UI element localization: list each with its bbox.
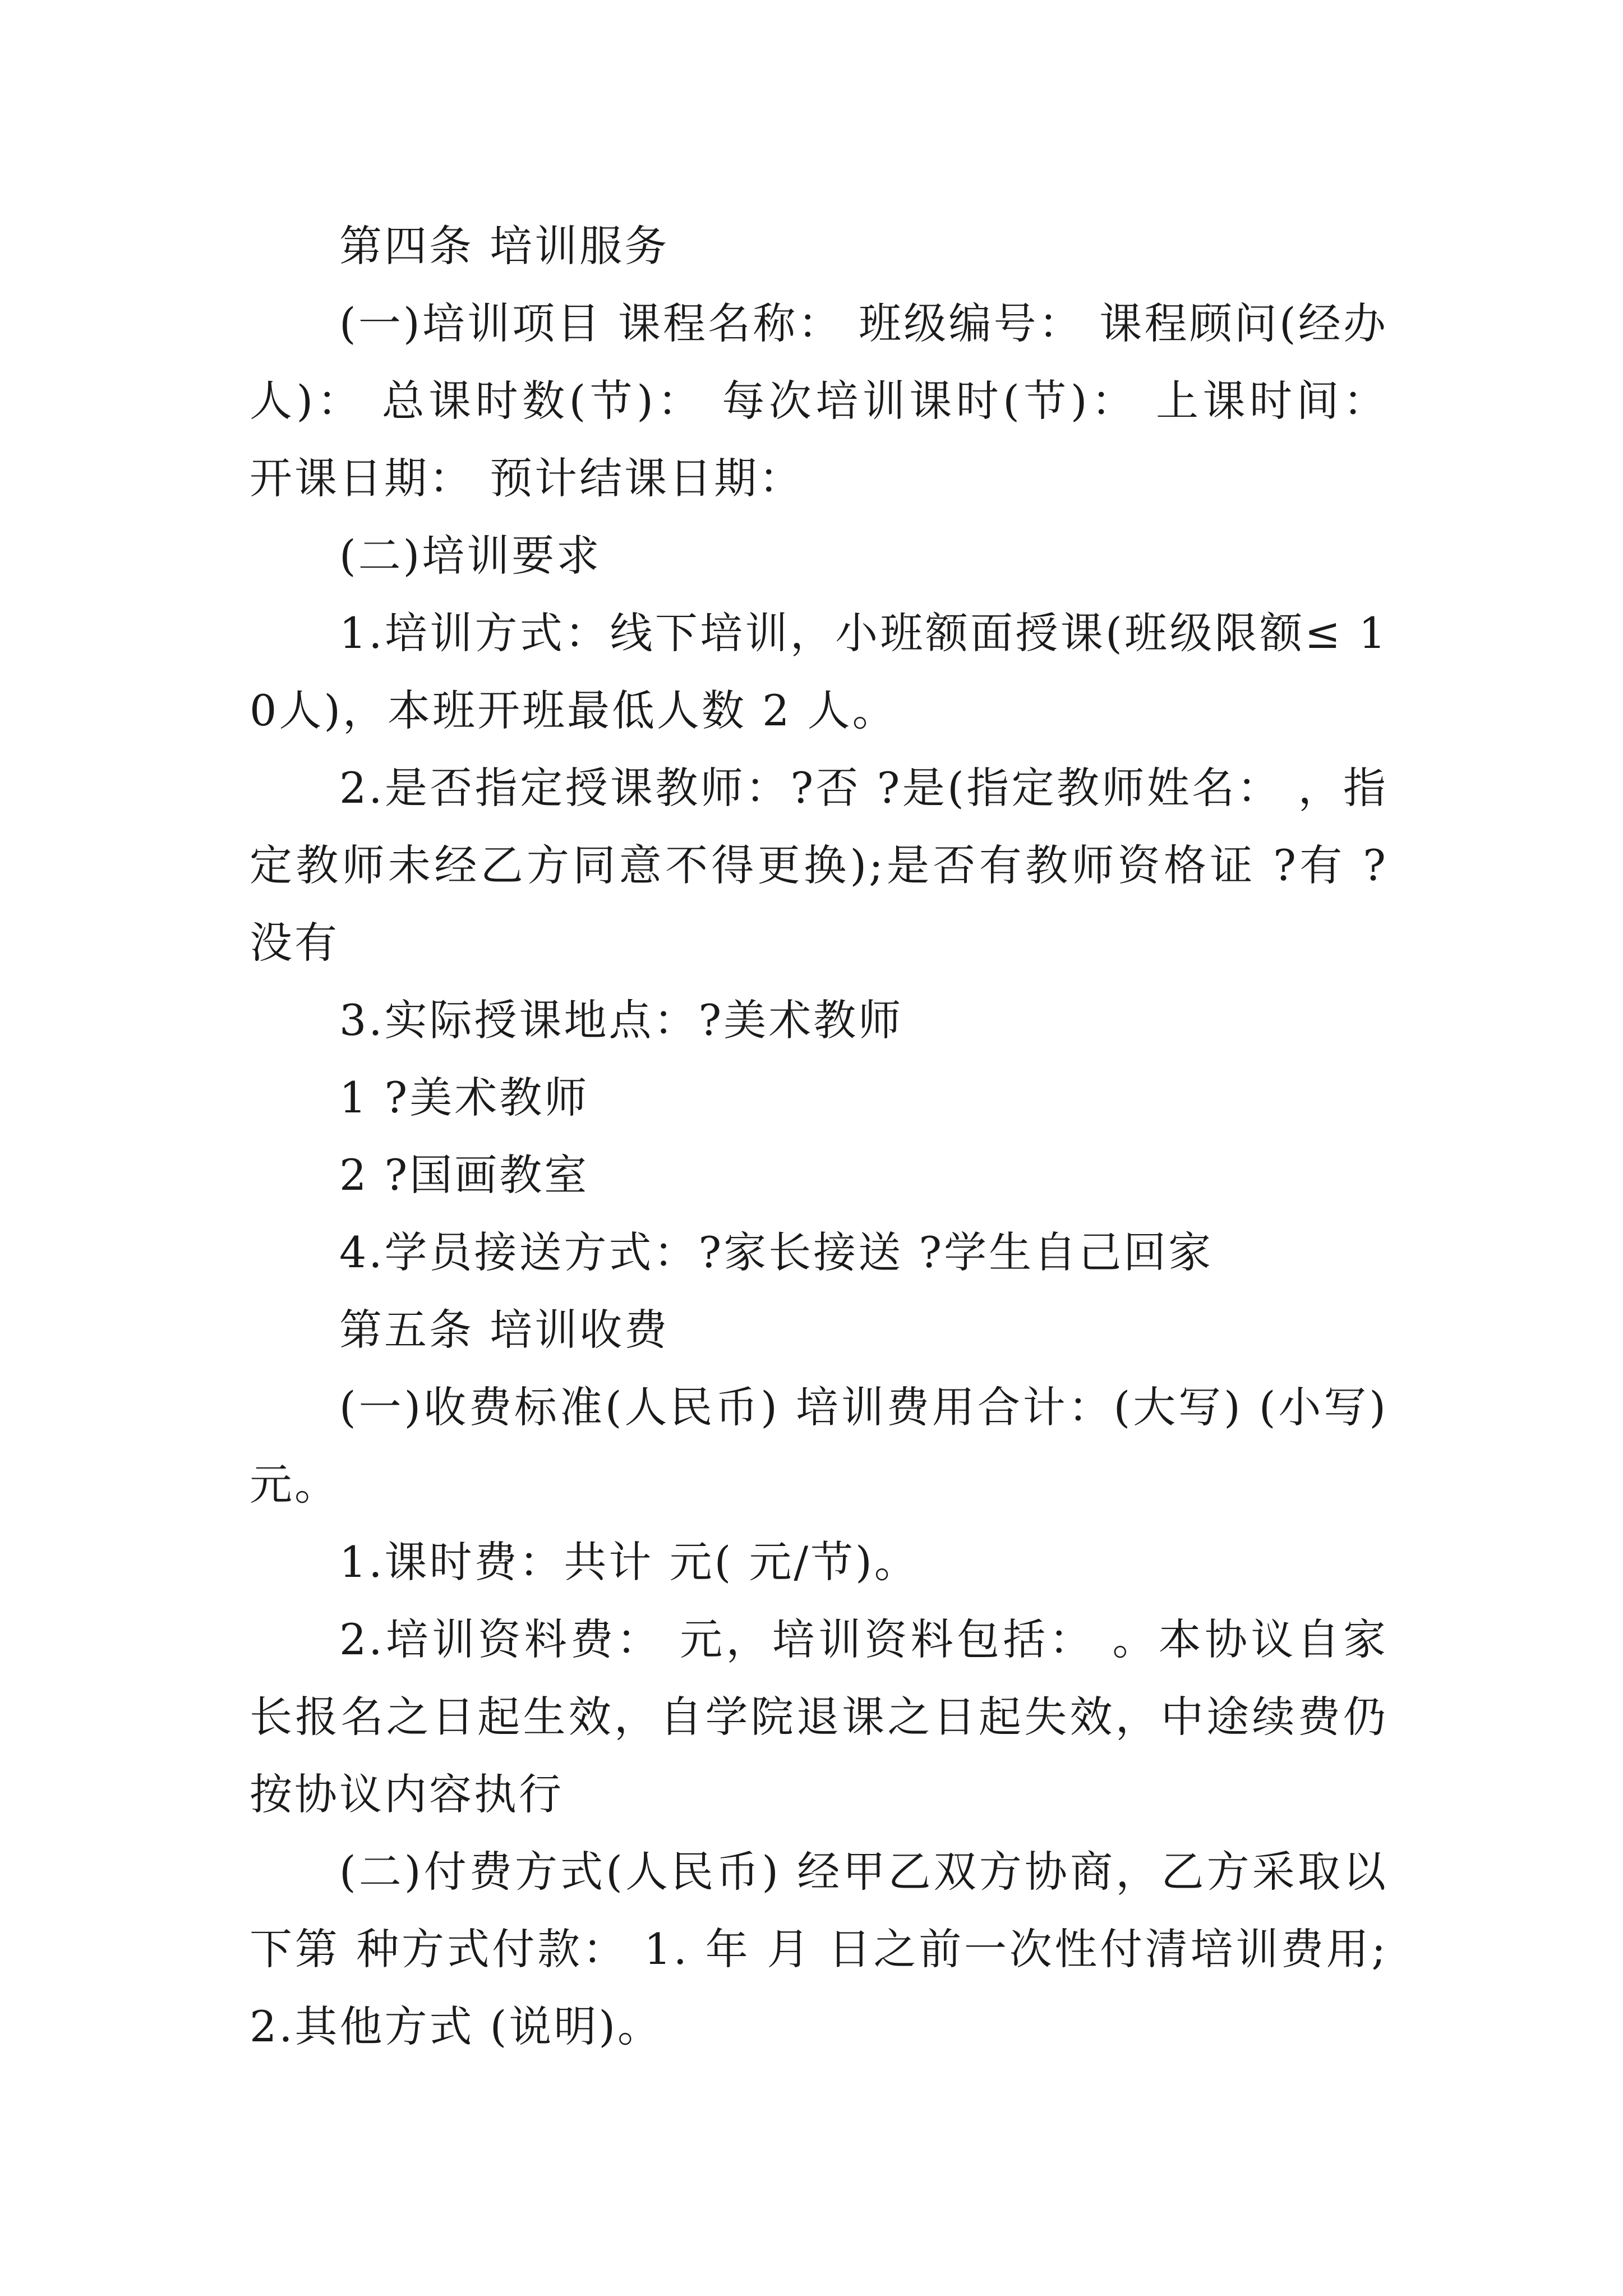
teaching-location-paragraph: 3.实际授课地点：?美术教师 bbox=[339, 995, 903, 1045]
document-body bbox=[250, 208, 1388, 2065]
article-5-heading: 第五条 培训收费 bbox=[339, 1305, 670, 1355]
location-option-1: 1 ?美术教师 bbox=[339, 1073, 589, 1122]
training-method-paragraph: 1.培训方式：线下培训，小班额面授课(班级限额≤ 10人)，本班开班最低人数 2 人。 bbox=[250, 608, 1388, 735]
materials-fee-paragraph: 2.培训资料费： 元，培训资料包括： 。本协议自家长报名之日起生效，自学院退课之日起失效，中途续费仍按协议内容执行 bbox=[250, 1614, 1388, 1819]
pickup-method-paragraph: 4.学员接送方式：?家长接送 ?学生自己回家 bbox=[339, 1227, 1214, 1277]
payment-method-paragraph: (二)付费方式(人民币) 经甲乙双方协商，乙方采取以下第 种方式付款： 1. 年 月 日之前一次性付清培训费用;2.其他方式 (说明)。 bbox=[250, 1847, 1388, 2051]
designated-teacher-paragraph: 2.是否指定授课教师：?否 ?是(指定教师姓名： ，指定教师未经乙方同意不得更换);是否有教师资格证 ?有 ?没有 bbox=[250, 763, 1388, 968]
location-option-2: 2 ?国画教室 bbox=[339, 1150, 589, 1200]
fee-standard-paragraph: (一)收费标准(人民币) 培训费用合计：(大写) (小写) 元。 bbox=[250, 1382, 1388, 1510]
article-4-heading: 第四条 培训服务 bbox=[339, 221, 670, 271]
training-project-paragraph: (一)培训项目 课程名称： 班级编号： 课程顾问(经办人)： 总课时数(节)： 每次培训课时(节)： 上课时间： 开课日期： 预计结课日期： bbox=[250, 298, 1388, 503]
training-requirements-heading: (二)培训要求 bbox=[339, 531, 602, 581]
lesson-fee-paragraph: 1.课时费：共计 元( 元/节)。 bbox=[339, 1537, 919, 1587]
